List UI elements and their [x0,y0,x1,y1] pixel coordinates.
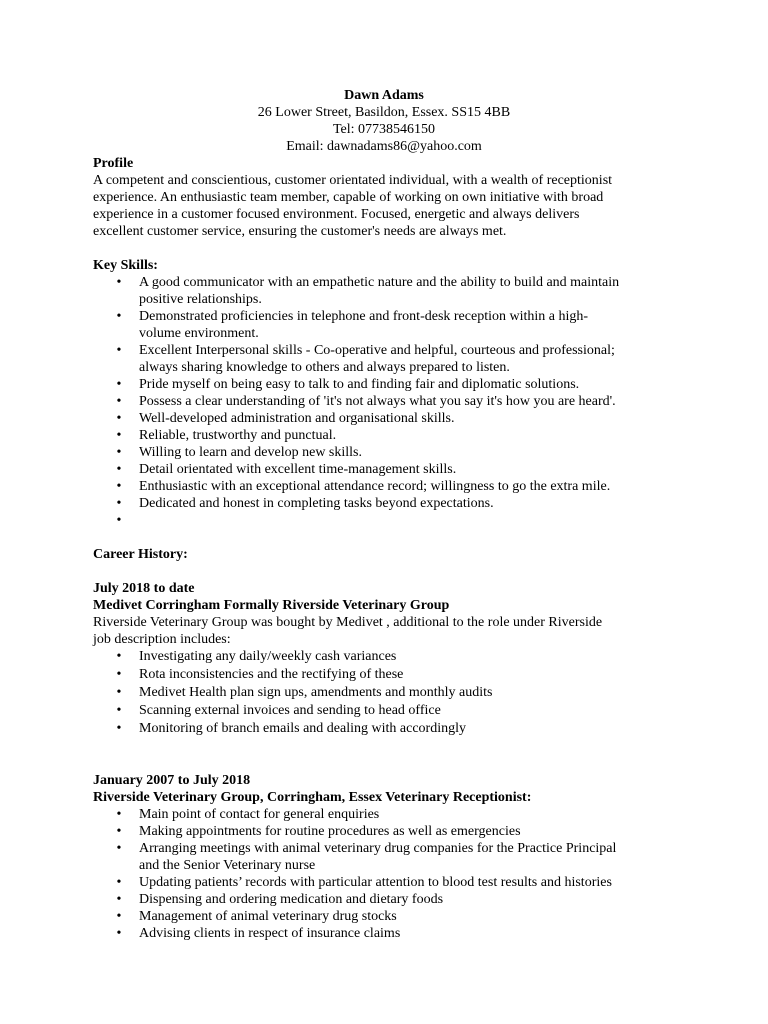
job-intro-line: Riverside Veterinary Group was bought by Medivet , additional to the role under Riverside [93,615,603,630]
spacer [93,529,675,546]
list-item [93,274,675,308]
list-item [93,393,675,410]
bullet-icon: • [116,926,122,941]
list-item [93,427,675,444]
bullet-icon: • [116,824,122,839]
list-item [93,874,675,891]
list-item [93,684,675,702]
list-item [93,410,675,427]
bullet-icon: • [116,892,122,907]
bullet-icon: • [116,411,122,426]
bullet-icon: • [116,496,122,511]
bullet-icon: • [116,909,122,924]
skill-line: Willing to learn and develop new skills. [139,445,363,460]
career-heading: Career History: [93,547,188,562]
skill-line: Demonstrated proficiencies in telephone and front-desk reception within a high- [139,309,589,324]
spacer [93,240,675,257]
list-item [93,720,675,738]
profile-line: A competent and conscientious, customer orientated individual, with a wealth of receptionist [93,173,613,188]
bullet-icon: • [116,377,122,392]
spacer [93,738,675,772]
skill-line: Possess a clear understanding of 'it's not always what you say it's how you are heard'. [139,394,616,409]
bullet-icon: • [116,875,122,890]
key-skills-heading: Key Skills: [93,258,158,273]
duty-line: Management of animal veterinary drug stocks [139,909,397,924]
candidate-name: Dawn Adams [344,88,424,103]
bullet-icon: • [116,667,122,682]
skill-line: Reliable, trustworthy and punctual. [139,428,337,443]
skill-line: Dedicated and honest in completing tasks beyond expectations. [139,496,494,511]
profile-line: excellent customer service, ensuring the customer's needs are always met. [93,224,507,239]
job-duties-list [93,806,675,942]
career-section [93,546,675,942]
duty-line: Arranging meetings with animal veterinary drug companies for the Practice Principal [139,841,617,856]
duty-line: Making appointments for routine procedures as well as emergencies [139,824,521,839]
list-item [93,376,675,393]
key-skills-list [93,274,675,529]
list-item [93,840,675,874]
skill-line: Excellent Interpersonal skills - Co-operative and helpful, courteous and professional; [139,343,615,358]
list-item [93,308,675,342]
job-title: Medivet Corringham Formally Riverside Veterinary Group [93,598,450,613]
bullet-icon: • [116,649,122,664]
cv-document [93,87,675,942]
duty-line: and the Senior Veterinary nurse [139,858,316,873]
list-item [93,806,675,823]
key-skills-section [93,257,675,529]
duty-line: Main point of contact for general enquiries [139,807,380,822]
profile-section [93,155,675,240]
bullet-icon: • [116,309,122,324]
list-item [93,512,675,529]
duty-line: Updating patients’ records with particular attention to blood test results and histories [139,875,612,890]
bullet-icon: • [116,513,122,528]
duty-line: Scanning external invoices and sending to head office [139,703,441,718]
duty-line: Rota inconsistencies and the rectifying of these [139,667,404,682]
list-item [93,666,675,684]
bullet-icon: • [116,343,122,358]
list-item [93,495,675,512]
bullet-icon: • [116,394,122,409]
duty-line: Medivet Health plan sign ups, amendments and monthly audits [139,685,493,700]
skill-line: always sharing knowledge to others and always prepared to listen. [139,360,510,375]
skill-line: A good communicator with an empathetic nature and the ability to build and maintain [139,275,620,290]
duty-line: Investigating any daily/weekly cash variances [139,649,397,664]
bullet-icon: • [116,479,122,494]
list-item [93,702,675,720]
job-entry [93,580,675,738]
job-dates: July 2018 to date [93,581,195,596]
job-title: Riverside Veterinary Group, Corringham, Essex Veterinary Receptionist: [93,790,532,805]
spacer [93,563,675,580]
bullet-icon: • [116,462,122,477]
duty-line: Monitoring of branch emails and dealing with accordingly [139,721,466,736]
bullet-icon: • [116,721,122,736]
profile-heading: Profile [93,156,134,171]
list-item [93,342,675,376]
list-item [93,648,675,666]
list-item [93,461,675,478]
skill-line: positive relationships. [139,292,262,307]
bullet-icon: • [116,445,122,460]
list-item [93,925,675,942]
bullet-icon: • [116,685,122,700]
bullet-icon: • [116,428,122,443]
bullet-icon: • [116,807,122,822]
job-duties-list [93,648,675,738]
job-dates: January 2007 to July 2018 [93,773,251,788]
skill-line: Enthusiastic with an exceptional attendance record; willingness to go the extra mile. [139,479,611,494]
skill-line: volume environment. [139,326,259,341]
skill-line: Well-developed administration and organisational skills. [139,411,455,426]
bullet-icon: • [116,703,122,718]
candidate-phone: Tel: 07738546150 [332,122,436,137]
list-item [93,823,675,840]
profile-line: experience. An enthusiastic team member, capable of working on own initiative with broad [93,190,604,205]
duty-line: Advising clients in respect of insurance claims [139,926,401,941]
skill-line: Pride myself on being easy to talk to and finding fair and diplomatic solutions. [139,377,580,392]
cv-header [93,87,675,155]
list-item [93,478,675,495]
bullet-icon: • [116,841,122,856]
list-item [93,908,675,925]
job-intro-line: job description includes: [93,632,231,647]
skill-line: Detail orientated with excellent time-management skills. [139,462,457,477]
list-item [93,891,675,908]
profile-line: experience in a customer focused environment. Focused, energetic and always delivers [93,207,580,222]
list-item [93,444,675,461]
skill-line [139,512,675,529]
bullet-icon: • [116,275,122,290]
candidate-email: Email: dawnadams86@yahoo.com [286,139,482,154]
duty-line: Dispensing and ordering medication and dietary foods [139,892,444,907]
job-entry [93,772,675,942]
candidate-address: 26 Lower Street, Basildon, Essex. SS15 4BB [257,105,511,120]
